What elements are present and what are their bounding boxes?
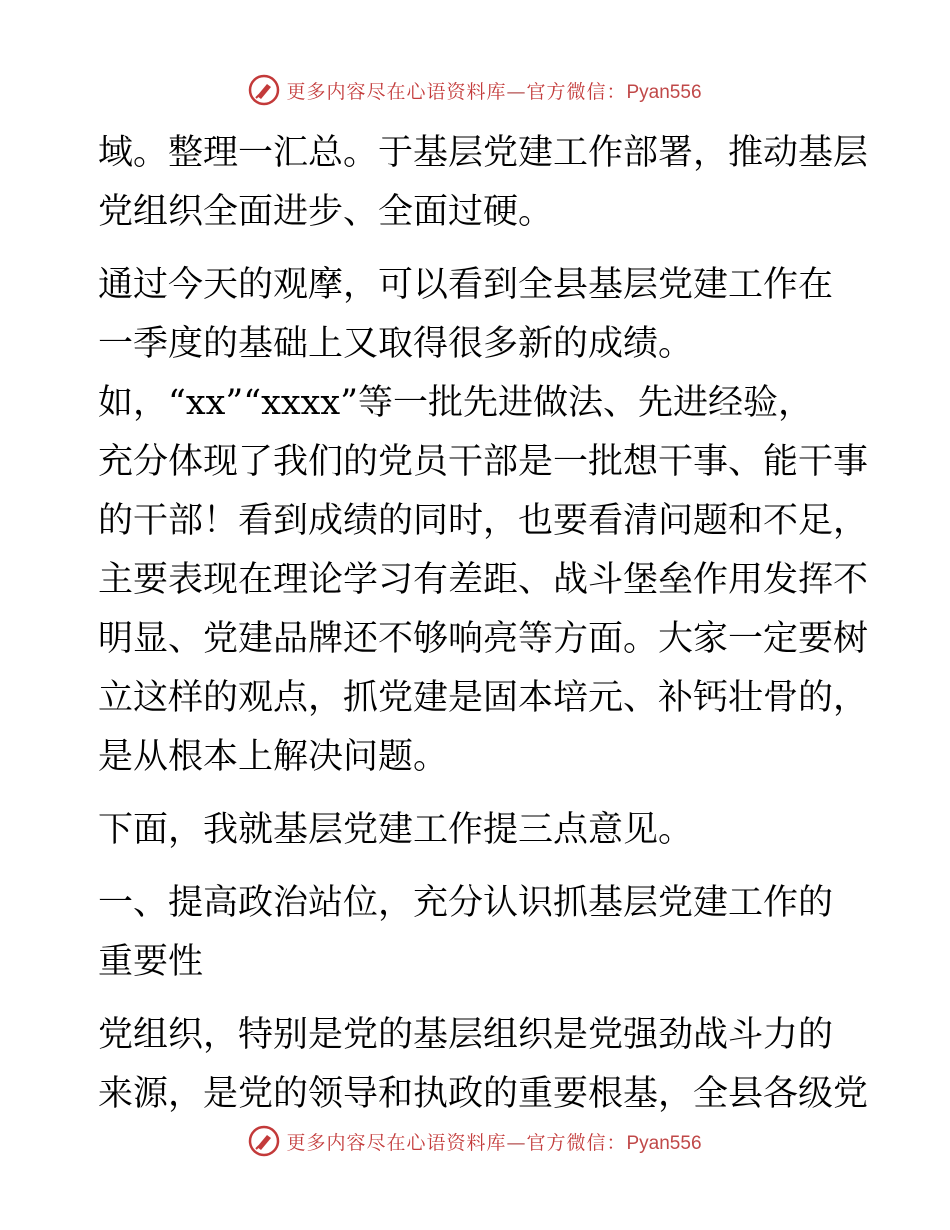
text-line: 域。整理一汇总。于基层党建工作部署，推动基层 xyxy=(98,133,869,173)
text-line: 主要表现在理论学习有差距、战斗堡垒作用发挥不 xyxy=(98,560,869,600)
header-banner xyxy=(0,70,950,110)
text-line: 充分体现了我们的党员干部是一批想干事、能干事 xyxy=(98,442,869,482)
text-line: 明显、党建品牌还不够响亮等方面。大家一定要树 xyxy=(98,619,869,659)
paragraph-5 xyxy=(98,874,858,992)
text-line: 党组织全面进步、全面过硬。 xyxy=(98,192,554,232)
header-banner-main: 更多内容尽在心语资料库 xyxy=(286,80,507,103)
paragraph-2 xyxy=(98,256,858,374)
paragraph-1 xyxy=(98,124,869,242)
footer-banner-id: Pyan556 xyxy=(626,1132,702,1154)
header-banner-sub: 官方微信： xyxy=(526,80,627,103)
text-line: 下面，我就基层党建工作提三点意见。 xyxy=(98,810,694,850)
text-line: 来源，是党的领导和执政的重要根基，全县各级党 xyxy=(98,1074,869,1114)
text-line: 的干部！看到成绩的同时，也要看清问题和不足， xyxy=(98,501,869,541)
text-line: 立这样的观点，抓党建是固本培元、补钙壮骨的， xyxy=(98,678,869,718)
footer-banner-dash: — xyxy=(506,1131,527,1154)
text-line: 通过今天的观摩，可以看到全县基层党建工作在 xyxy=(98,265,834,305)
footer-banner-main: 更多内容尽在心语资料库 xyxy=(286,1131,507,1154)
document-body xyxy=(98,124,869,1124)
logo-icon xyxy=(248,1125,280,1157)
header-banner-text xyxy=(286,77,701,104)
text-line: 党组织，特别是党的基层组织是党强劲战斗力的 xyxy=(98,1015,834,1055)
text-line: 重要性 xyxy=(98,942,204,982)
paragraph-6 xyxy=(98,1006,869,1124)
footer-banner xyxy=(0,1121,950,1161)
text-line: 是从根本上解决问题。 xyxy=(98,737,449,777)
header-banner-id: Pyan556 xyxy=(626,81,702,103)
paragraph-4 xyxy=(98,801,858,860)
text-line: 一、提高政治站位，充分认识抓基层党建工作的 xyxy=(98,883,834,923)
footer-banner-sub: 官方微信： xyxy=(526,1131,627,1154)
footer-banner-text xyxy=(286,1128,701,1155)
text-line: 一季度的基础上又取得很多新的成绩。 xyxy=(98,324,694,364)
text-line: 如，“xx”“xxxx”等一批先进做法、先进经验， xyxy=(98,383,814,423)
paragraph-3 xyxy=(98,374,869,787)
logo-icon xyxy=(248,74,280,106)
header-banner-dash: — xyxy=(506,80,527,103)
